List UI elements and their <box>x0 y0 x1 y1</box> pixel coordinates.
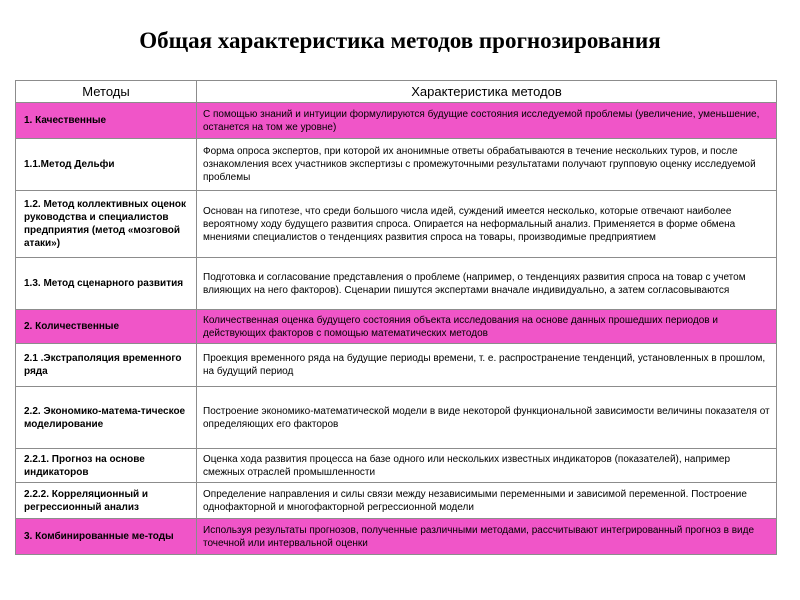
description-cell: Используя результаты прогнозов, полученные различными методами, рассчитывают интегрированный прогноз в виде точечной или интервальной оценки <box>197 519 777 555</box>
method-cell: 2.2.2. Корреляционный и регрессионный анализ <box>16 483 197 519</box>
table-row-indicators <box>16 449 777 483</box>
method-cell: 2. Количественные <box>16 310 197 344</box>
description-cell: Количественная оценка будущего состояния объекта исследования на основе данных прошедших периодов и действующих факторов с помощью математических методов <box>197 310 777 344</box>
description-cell: С помощью знаний и интуиции формулируются будущие состояния исследуемой проблемы (увеличение, уменьшение, останется на том же уровне) <box>197 103 777 139</box>
table-row-quantitative <box>16 310 777 344</box>
method-cell: 3. Комбинированные ме-тоды <box>16 519 197 555</box>
description-cell: Определение направления и силы связи между независимыми переменными и зависимой переменной. Построение однофакторной и многофакторной регрессионной модели <box>197 483 777 519</box>
description-cell: Построение экономико-математической модели в виде некоторой функциональной зависимости величины показателя от определяющих его факторов <box>197 387 777 449</box>
table-row-scenario <box>16 258 777 310</box>
description-cell: Проекция временного ряда на будущие периоды времени, т. е. распространение тенденций, установленных в прошлом, на будущий период <box>197 344 777 387</box>
table-header-row <box>16 81 777 103</box>
table-row-regression <box>16 483 777 519</box>
table-row-qualitative <box>16 103 777 139</box>
table-row-combined <box>16 519 777 555</box>
column-header-characteristics: Характеристика методов <box>197 81 777 103</box>
method-cell: 1.2. Метод коллективных оценок руководства и специалистов предприятия (метод «мозговой атаки») <box>16 191 197 258</box>
method-cell: 1.1.Метод Дельфи <box>16 139 197 191</box>
column-header-methods: Методы <box>16 81 197 103</box>
method-cell: 1.3. Метод сценарного развития <box>16 258 197 310</box>
method-cell: 2.2. Экономико-матема-тическое моделирование <box>16 387 197 449</box>
description-cell: Форма опроса экспертов, при которой их анонимные ответы обрабатываются в течение нескольких туров, и после ознакомления всех участников экспертизы с промежуточными результатами получают групповую оценку исследуемой проблемы <box>197 139 777 191</box>
table-row-brainstorm <box>16 191 777 258</box>
methods-table <box>15 80 777 555</box>
page-title: Общая характеристика методов прогнозирования <box>139 28 661 53</box>
method-cell: 2.1 .Экстраполяция временного ряда <box>16 344 197 387</box>
description-cell: Оценка хода развития процесса на базе одного или нескольких известных индикаторов (показателей), например смежных отраслей промышленности <box>197 449 777 483</box>
description-cell: Подготовка и согласование представления о проблеме (например, о тенденциях развития спроса на товар с учетом влияющих на него факторов). Сценарии пишутся экспертами вначале индивидуально, а затем согласовываются <box>197 258 777 310</box>
table-row-delphi <box>16 139 777 191</box>
method-cell: 2.2.1. Прогноз на основе индикаторов <box>16 449 197 483</box>
table-row-extrapolation <box>16 344 777 387</box>
table-row-econ-math <box>16 387 777 449</box>
description-cell: Основан на гипотезе, что среди большого числа идей, суждений имеется несколько, которые отвечают наиболее вероятному ходу будущего развития спроса. Опирается на неформальный анализ. Применяется в форме обмена мнениями специалистов о тенденциях развития спроса на товары, производимые предприятием <box>197 191 777 258</box>
method-cell: 1. Качественные <box>16 103 197 139</box>
